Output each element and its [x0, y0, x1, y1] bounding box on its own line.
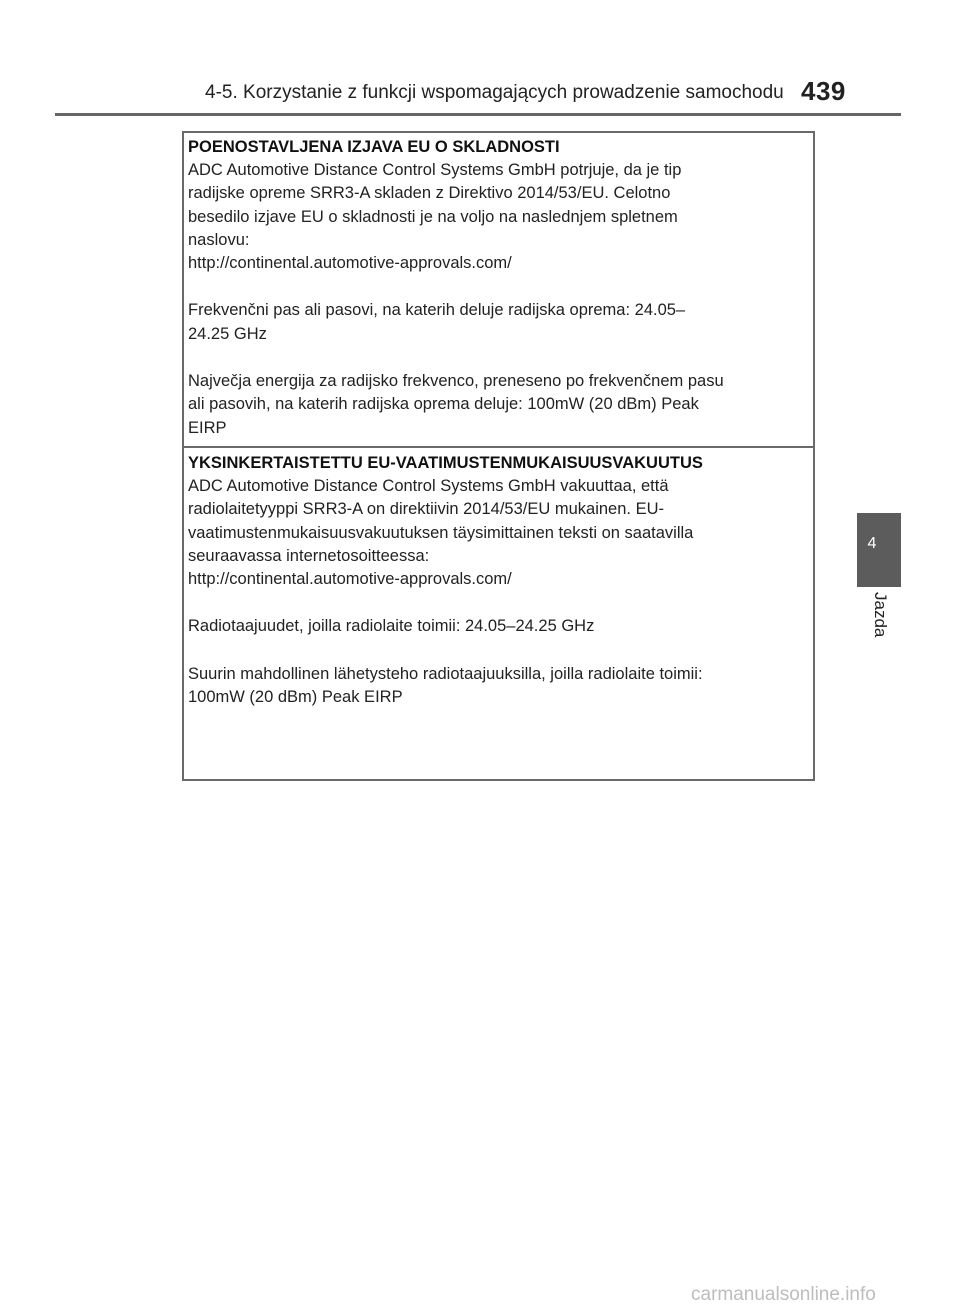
finnish-paragraph-2: [188, 615, 813, 638]
text-line: 24.25 GHz: [188, 324, 267, 343]
text-line: ali pasovih, na katerih radijska oprema deluje: 100mW (20 dBm) Peak: [188, 395, 699, 414]
conformity-notice-box: [182, 131, 815, 781]
slovenian-paragraph-3: [188, 370, 813, 440]
text-line: Največja energija za radijsko frekvenco, preneseno po frekvenčnem pasu: [188, 372, 724, 391]
slovenian-heading: POENOSTAVLJENA IZJAVA EU O SKLADNOSTI: [188, 138, 560, 156]
text-line: Suurin mahdollinen lähetysteho radiotaajuuksilla, joilla radiolaite toimii:: [188, 664, 703, 683]
text-line: 100mW (20 dBm) Peak EIRP: [188, 688, 403, 707]
text-line: radijske opreme SRR3-A skladen z Direktivo 2014/53/EU. Celotno: [188, 184, 671, 203]
text-line: vaatimustenmukaisuusvakuutuksen täysimittainen teksti on saatavilla: [188, 523, 694, 542]
footer-watermark: carmanualsonline.info: [691, 1284, 876, 1305]
chapter-tab: [857, 513, 901, 587]
slovenian-declaration: [184, 133, 813, 447]
slovenian-paragraph-2: [188, 299, 813, 346]
finnish-paragraph-1: [188, 475, 813, 591]
finnish-declaration: [184, 449, 813, 779]
running-header-title: 4-5. Korzystanie z funkcji wspomagających prowadzenie samochodu: [205, 82, 784, 103]
text-line: naslovu:: [188, 230, 250, 249]
text-line: besedilo izjave EU o skladnosti je na voljo na naslednjem spletnem: [188, 207, 678, 226]
text-line: Frekvenčni pas ali pasovi, na katerih deluje radijska oprema: 24.05–: [188, 301, 686, 320]
header-rule: [55, 113, 901, 116]
finnish-paragraph-3: [188, 663, 813, 710]
url-line: http://continental.automotive-approvals.com/: [188, 570, 512, 589]
text-line: EIRP: [188, 418, 227, 437]
url-line: http://continental.automotive-approvals.com/: [188, 254, 512, 273]
chapter-number: 4: [867, 535, 877, 552]
text-line: Radiotaajuudet, joilla radiolaite toimii: 24.05–24.25 GHz: [188, 617, 595, 636]
text-line: radiolaitetyyppi SRR3-A on direktiivin 2014/53/EU mukainen. EU-: [188, 500, 664, 519]
text-line: seuraavassa internetosoitteessa:: [188, 546, 430, 565]
chapter-label: Jazda: [871, 592, 890, 638]
text-line: ADC Automotive Distance Control Systems GmbH vakuuttaa, että: [188, 477, 669, 495]
page-number: 439: [801, 76, 846, 106]
section-divider: [184, 446, 813, 448]
slovenian-paragraph-1: [188, 159, 813, 275]
text-line: ADC Automotive Distance Control Systems GmbH potrjuje, da je tip: [188, 161, 682, 179]
finnish-heading: YKSINKERTAISTETTU EU-VAATIMUSTENMUKAISUUSVAKUUTUS: [188, 454, 703, 472]
